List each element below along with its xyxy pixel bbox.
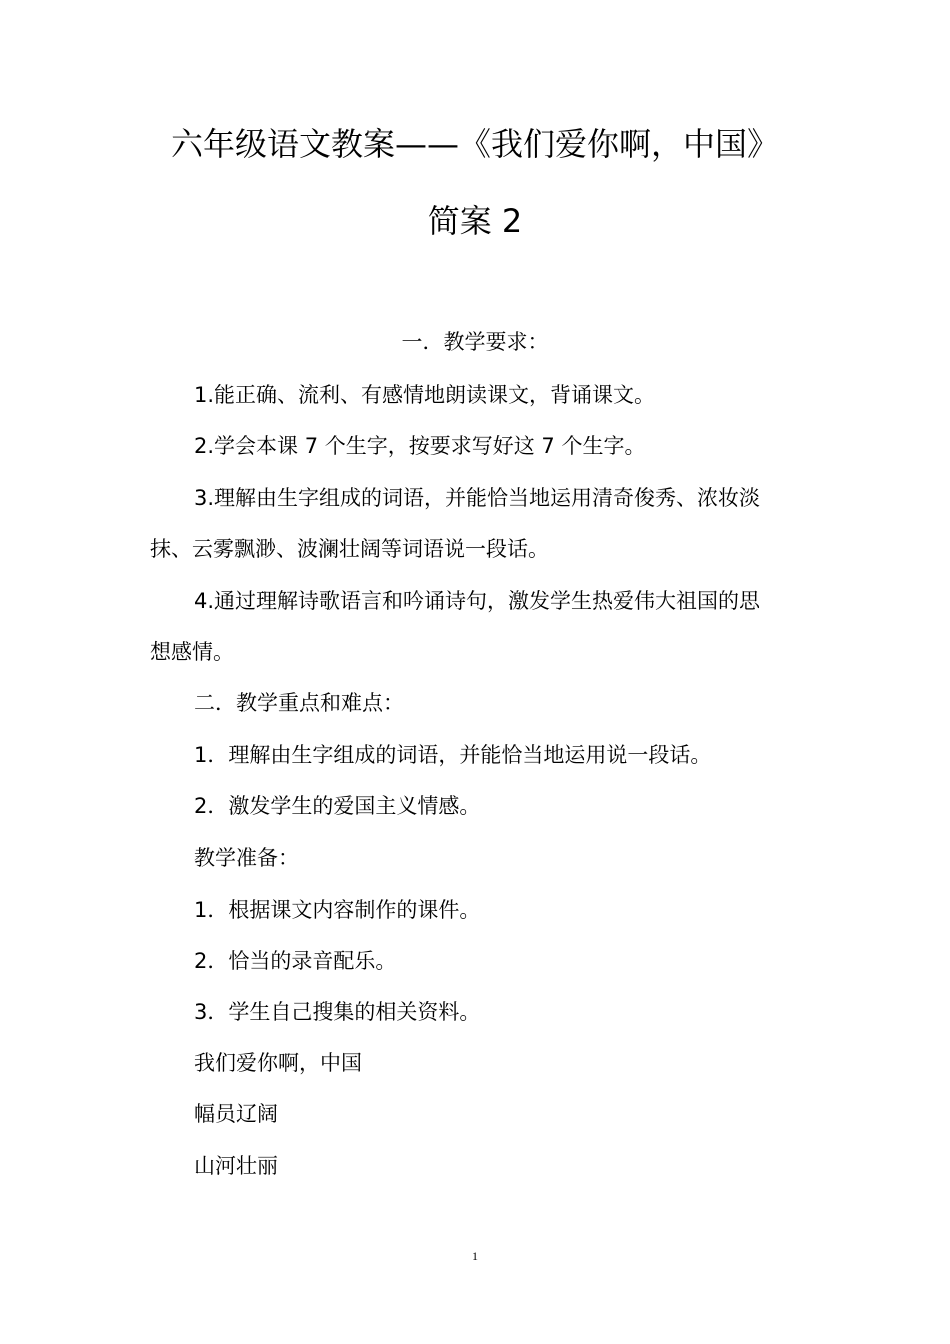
requirement-item-2: 2.学会本课 7 个生字，按要求写好这 7 个生字。 [194, 434, 646, 458]
requirement-item-3: 3.理解由生字组成的词语，并能恰当地运用清奇俊秀、浓妆淡 [194, 486, 761, 510]
key-point-item-1: 1．理解由生字组成的词语，并能恰当地运用说一段话。 [194, 743, 712, 767]
section-heading-key-points: 二．教学重点和难点： [194, 691, 404, 715]
section-heading-preparation: 教学准备： [194, 846, 299, 870]
poem-line-2: 幅员辽阔 [194, 1102, 278, 1126]
preparation-item-1: 1．根据课文内容制作的课件。 [194, 898, 481, 922]
preparation-item-2: 2．恰当的录音配乐。 [194, 949, 397, 973]
poem-line-1: 我们爱你啊，中国 [194, 1051, 362, 1075]
section-heading-requirements: 一．教学要求： [401, 330, 549, 354]
requirement-item-4: 4.通过理解诗歌语言和吟诵诗句，激发学生热爱伟大祖国的思 [194, 589, 761, 613]
page-number: 1 [472, 1249, 478, 1263]
document-title-continued: 简案 2 [427, 202, 523, 240]
requirement-item-3-continued: 抹、云雾飘渺、波澜壮阔等词语说一段话。 [150, 537, 549, 561]
key-point-item-2: 2．激发学生的爱国主义情感。 [194, 794, 481, 818]
poem-line-3: 山河壮丽 [194, 1154, 278, 1178]
requirement-item-1: 1.能正确、流利、有感情地朗读课文，背诵课文。 [194, 383, 656, 407]
preparation-item-3: 3．学生自己搜集的相关资料。 [194, 1000, 481, 1024]
document-title: 六年级语文教案——《我们爱你啊，中国》 [170, 125, 779, 163]
requirement-item-4-continued: 想感情。 [150, 640, 234, 664]
